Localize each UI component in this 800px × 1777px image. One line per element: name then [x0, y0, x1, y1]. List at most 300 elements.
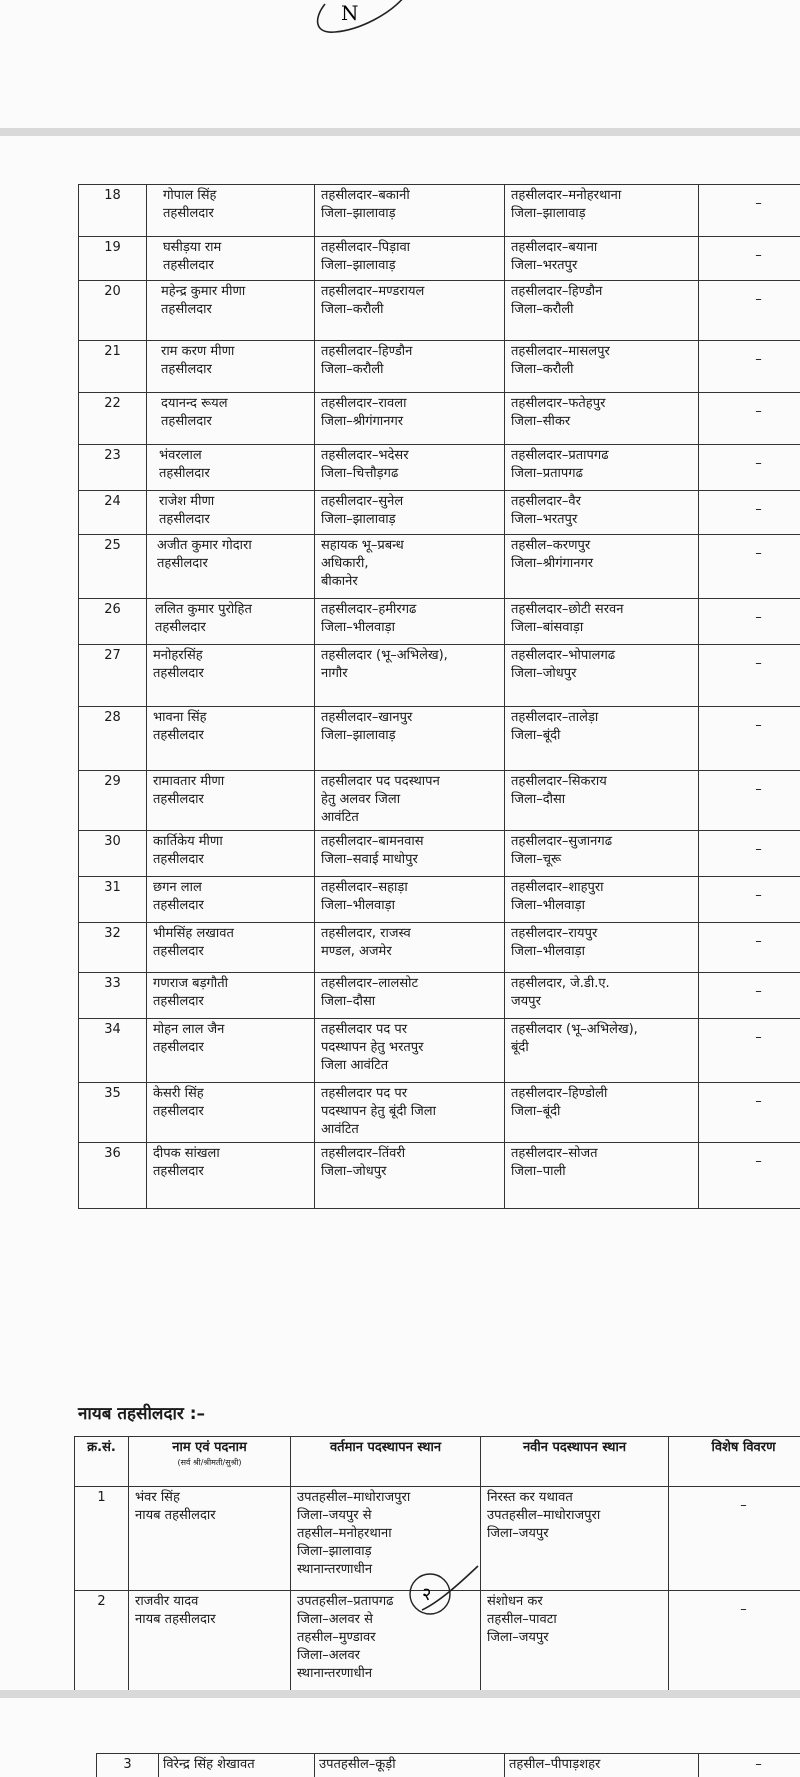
officer-designation: नायब तहसीलदार	[135, 1508, 216, 1523]
new-posting-line: जिला–बूंदी	[511, 1104, 561, 1119]
serial-number: 1	[75, 1487, 129, 1591]
current-posting-line: हेतु अलवर जिला	[321, 792, 401, 807]
current-posting-line: जिला–करौली	[321, 302, 384, 317]
officer-name: कार्तिकेय मीणा	[153, 834, 223, 849]
header-new-posting: नवीन पदस्थापन स्थान	[481, 1437, 669, 1487]
current-posting-line: तहसीलदार–तिंवरी	[321, 1146, 406, 1161]
table-row	[79, 535, 800, 599]
new-posting	[505, 393, 699, 445]
serial-number: 22	[79, 393, 147, 445]
table-row	[79, 237, 800, 281]
new-posting-line: निरस्त कर यथावत	[487, 1490, 573, 1505]
remark	[699, 185, 800, 237]
current-posting-line: नागौर	[321, 666, 348, 681]
current-posting-line: तहसीलदार–बकानी	[321, 188, 410, 203]
officer-name-cell	[147, 1019, 315, 1083]
current-posting	[315, 1083, 505, 1143]
current-posting: उपतहसील–कूड़ी	[315, 1754, 505, 1777]
table-row	[79, 877, 800, 923]
new-posting-line: तहसील–पावटा	[487, 1612, 557, 1627]
current-posting-line: जिला–झालावाड़	[321, 512, 396, 527]
current-posting-line: जिला–जोधपुर	[321, 1164, 387, 1179]
remark-dash: –	[755, 888, 762, 903]
current-posting	[315, 281, 505, 341]
current-posting-line: जिला–चित्तौड़गढ	[321, 466, 399, 481]
remark-dash: –	[755, 1030, 762, 1045]
new-posting-line: जिला–प्रतापगढ	[511, 466, 583, 481]
current-posting-line: अधिकारी,	[321, 556, 369, 571]
current-posting-line: स्थानान्तरणाधीन	[297, 1666, 373, 1681]
officer-designation: तहसीलदार	[153, 1164, 204, 1179]
new-posting-line: तहसीलदार (भू–अभिलेख),	[511, 1022, 638, 1037]
new-posting-line: तहसीलदार–शाहपुरा	[511, 880, 604, 895]
remark-dash: –	[755, 196, 762, 211]
officer-designation: तहसीलदार	[161, 302, 212, 317]
current-posting-line: जिला–अलवर से	[297, 1612, 373, 1627]
new-posting: तहसील–पीपाड़शहर	[505, 1754, 699, 1777]
naib-table-header-row	[75, 1437, 800, 1487]
current-posting-line: जिला–झालावाड़	[321, 206, 396, 221]
table-row	[79, 707, 800, 771]
new-posting	[505, 771, 699, 831]
header-current-posting: वर्तमान पदस्थापन स्थान	[291, 1437, 481, 1487]
new-posting	[505, 877, 699, 923]
current-posting-line: जिला–अलवर	[297, 1648, 360, 1663]
officer-name: अजीत कुमार गोदारा	[157, 538, 252, 553]
officer-name: महेन्द्र कुमार मीणा	[161, 284, 246, 299]
officer-name-cell	[147, 831, 315, 877]
officer-name: घसीड़या राम	[163, 240, 222, 255]
remark-dash: –	[755, 1094, 762, 1109]
serial-number: 32	[79, 923, 147, 973]
new-posting	[505, 341, 699, 393]
officer-name-cell	[147, 491, 315, 535]
remark-dash: –	[755, 502, 762, 517]
new-posting-line: तहसीलदार, जे.डी.ए.	[511, 976, 610, 991]
next-page-table	[96, 1753, 800, 1777]
officer-name-cell	[129, 1487, 291, 1591]
signature-mark-bottom	[404, 1562, 484, 1618]
header-serial-number: क्र.सं.	[75, 1437, 129, 1487]
table-row	[79, 341, 800, 393]
new-posting-line: तहसीलदार–सुजानगढ	[511, 834, 613, 849]
current-posting-line: जिला–सवाई माधोपुर	[321, 852, 418, 867]
officer-designation: तहसीलदार	[153, 852, 204, 867]
serial-number: 34	[79, 1019, 147, 1083]
table-row	[79, 491, 800, 535]
officer-name: दयानन्द रूयल	[161, 396, 228, 411]
remark	[699, 877, 800, 923]
signature-mark-top	[305, 0, 415, 44]
table-row	[79, 393, 800, 445]
officer-name: रामावतार मीणा	[153, 774, 225, 789]
remark	[699, 923, 800, 973]
new-posting-line: तहसीलदार–रायपुर	[511, 926, 598, 941]
remark	[699, 771, 800, 831]
table-row	[79, 973, 800, 1019]
remark	[699, 599, 800, 645]
current-posting	[315, 645, 505, 707]
officer-name-cell	[147, 281, 315, 341]
officer-name-cell	[129, 1591, 291, 1691]
current-posting-line: तहसीलदार–हिण्डौन	[321, 344, 413, 359]
table-row	[79, 923, 800, 973]
current-posting	[315, 599, 505, 645]
officer-designation: नायब तहसीलदार	[135, 1612, 216, 1627]
current-posting-line: तहसीलदार पद पदस्थापन	[321, 774, 440, 789]
officer-name: राजवीर यादव	[135, 1594, 199, 1609]
remark-dash: –	[755, 934, 762, 949]
page-gap	[0, 128, 800, 136]
new-posting-line: जिला–बूंदी	[511, 728, 561, 743]
header-name-designation	[129, 1437, 291, 1487]
remark-dash: –	[755, 248, 762, 263]
new-posting-line: तहसीलदार–प्रतापगढ	[511, 448, 609, 463]
table-row	[97, 1754, 800, 1777]
serial-number: 31	[79, 877, 147, 923]
current-posting-line: पदस्थापन हेतु भरतपुर	[321, 1040, 424, 1055]
officer-name: मोहन लाल जैन	[153, 1022, 225, 1037]
current-posting	[315, 445, 505, 491]
officer-designation: तहसीलदार	[159, 466, 210, 481]
current-posting-line: तहसीलदार (भू–अभिलेख),	[321, 648, 448, 663]
officer-designation: तहसीलदार	[153, 792, 204, 807]
table-row	[79, 831, 800, 877]
current-posting-line: तहसीलदार–सहाड़ा	[321, 880, 408, 895]
remark	[699, 645, 800, 707]
officer-name: भीमसिंह लखावत	[153, 926, 234, 941]
current-posting-line: तहसीलदार–रावला	[321, 396, 407, 411]
new-posting-line: जिला–जोधपुर	[511, 666, 577, 681]
remark-dash: –	[755, 546, 762, 561]
serial-number: 24	[79, 491, 147, 535]
new-posting-line: जिला–सीकर	[511, 414, 571, 429]
current-posting	[315, 707, 505, 771]
table-row	[79, 445, 800, 491]
new-posting-line: जिला–दौसा	[511, 792, 566, 807]
officer-name-cell	[147, 1083, 315, 1143]
new-posting	[505, 445, 699, 491]
officer-designation: तहसीलदार	[153, 994, 204, 1009]
new-posting	[505, 1019, 699, 1083]
remark	[699, 491, 800, 535]
officer-name: दीपक सांखला	[153, 1146, 220, 1161]
remark-dash: –	[755, 782, 762, 797]
header-name-label: नाम एवं पदनाम	[172, 1440, 247, 1455]
new-posting	[505, 185, 699, 237]
current-posting-line: जिला–करौली	[321, 362, 384, 377]
new-posting-line: जिला–भरतपुर	[511, 258, 578, 273]
remark-dash: –	[755, 718, 762, 733]
table-row	[79, 185, 800, 237]
current-posting-line: तहसीलदार–बामनवास	[321, 834, 424, 849]
new-posting-line: तहसीलदार–हिण्डोली	[511, 1086, 608, 1101]
remark	[699, 1143, 800, 1209]
current-posting	[315, 1019, 505, 1083]
current-posting-line: तहसीलदार–पिड़ावा	[321, 240, 411, 255]
officer-designation: तहसीलदार	[161, 362, 212, 377]
officer-name: ललित कुमार पुरोहित	[155, 602, 252, 617]
remark	[669, 1487, 800, 1591]
officer-name-cell	[147, 645, 315, 707]
remark-dash: –	[755, 352, 762, 367]
new-posting-line: तहसीलदार–सोजत	[511, 1146, 598, 1161]
remark	[699, 237, 800, 281]
officer-name-cell	[147, 599, 315, 645]
officer-designation: तहसीलदार	[161, 414, 212, 429]
current-posting	[315, 185, 505, 237]
officer-name-cell	[147, 341, 315, 393]
new-posting-line: तहसीलदार–हिण्डौन	[511, 284, 603, 299]
table-row	[79, 281, 800, 341]
current-posting-line: जिला–दौसा	[321, 994, 376, 1009]
officer-name: राजेश मीणा	[159, 494, 215, 509]
serial-number: 33	[79, 973, 147, 1019]
current-posting-line: सहायक भू–प्रबन्ध	[321, 538, 404, 553]
table-row	[79, 1083, 800, 1143]
current-posting-line: तहसीलदार, राजस्व	[321, 926, 411, 941]
table-row	[79, 645, 800, 707]
current-posting-line: जिला–जयपुर से	[297, 1508, 372, 1523]
current-posting	[315, 341, 505, 393]
new-posting-line: जयपुर	[511, 994, 541, 1009]
header-remarks: विशेष विवरण	[669, 1437, 800, 1487]
officer-name-cell	[147, 445, 315, 491]
officer-name: केसरी सिंह	[153, 1086, 204, 1101]
tehsildar-table-body	[79, 185, 800, 1209]
new-posting	[505, 599, 699, 645]
new-posting-line: जिला–झालावाड़	[511, 206, 586, 221]
remark-dash: –	[755, 1154, 762, 1169]
current-posting-line: जिला–झालावाड़	[321, 728, 396, 743]
current-posting-line: तहसीलदार–सुनेल	[321, 494, 404, 509]
current-posting	[315, 877, 505, 923]
current-posting-line: तहसीलदार–भदेसर	[321, 448, 409, 463]
officer-name: गणराज बड़गौती	[153, 976, 229, 991]
remark-dash: –	[740, 1602, 747, 1617]
new-posting-line: जिला–जयपुर	[487, 1630, 549, 1645]
remark-dash: –	[755, 292, 762, 307]
serial-number: 18	[79, 185, 147, 237]
new-posting-line: जिला–करौली	[511, 302, 574, 317]
current-posting-line: आवंटित	[321, 810, 359, 825]
new-posting-line: तहसीलदार–छोटी सरवन	[511, 602, 624, 617]
new-posting	[505, 535, 699, 599]
officer-name: भावना सिंह	[153, 710, 207, 725]
header-name-subtitle: (सर्व श्री/श्रीमती/सुश्री)	[177, 1458, 242, 1467]
new-posting-line: जिला–श्रीगंगानगर	[511, 556, 594, 571]
new-posting-line: संशोधन कर	[487, 1594, 543, 1609]
current-posting-line: जिला–झालावाड़	[297, 1544, 372, 1559]
page-fragment-next	[0, 1698, 800, 1777]
current-posting-line: जिला आवंटित	[321, 1058, 389, 1073]
remark-dash: –	[755, 404, 762, 419]
officer-designation: तहसीलदार	[153, 1040, 204, 1055]
officer-name-cell	[147, 877, 315, 923]
remark	[699, 1083, 800, 1143]
current-posting	[315, 1143, 505, 1209]
serial-number: 20	[79, 281, 147, 341]
serial-number: 25	[79, 535, 147, 599]
officer-designation: तहसीलदार	[155, 620, 206, 635]
officer-name-cell	[147, 1143, 315, 1209]
new-posting-line: जिला–भीलवाड़ा	[511, 944, 585, 959]
new-posting	[505, 645, 699, 707]
remark	[699, 445, 800, 491]
officer-name: भंवर सिंह	[135, 1490, 180, 1505]
officer-designation: तहसीलदार	[157, 556, 208, 571]
current-posting-line: तहसीलदार–मण्डरायल	[321, 284, 425, 299]
new-posting-line: तहसीलदार–फतेहपुर	[511, 396, 606, 411]
new-posting	[481, 1487, 669, 1591]
current-posting	[315, 973, 505, 1019]
table-row	[79, 771, 800, 831]
serial-number: 26	[79, 599, 147, 645]
remark	[669, 1591, 800, 1691]
svg-text:N: N	[341, 1, 359, 25]
new-posting	[505, 1143, 699, 1209]
new-posting	[481, 1591, 669, 1691]
officer-name-cell	[147, 393, 315, 445]
new-posting-line: जिला–जयपुर	[487, 1526, 549, 1541]
current-posting-line: तहसीलदार–खानपुर	[321, 710, 413, 725]
new-posting-line: तहसीलदार–वैर	[511, 494, 581, 509]
current-posting-line: जिला–झालावाड़	[321, 258, 396, 273]
remark	[699, 281, 800, 341]
new-posting	[505, 707, 699, 771]
current-posting	[315, 923, 505, 973]
officer-designation: तहसीलदार	[163, 258, 214, 273]
current-posting-line: जिला–भीलवाड़ा	[321, 620, 395, 635]
serial-number: 30	[79, 831, 147, 877]
current-posting-line: पदस्थापन हेतु बूंदी जिला	[321, 1104, 436, 1119]
naib-tehsildar-heading: नायब तहसीलदार :–	[78, 1404, 206, 1424]
new-posting	[505, 923, 699, 973]
remark-dash: –	[755, 984, 762, 999]
new-posting-line: तहसीलदार–भोपालगढ	[511, 648, 616, 663]
officer-name-cell	[147, 973, 315, 1019]
officer-name-cell	[147, 185, 315, 237]
remark	[699, 973, 800, 1019]
current-posting-line: तहसील–मनोहरथाना	[297, 1526, 392, 1541]
new-posting-line: तहसीलदार–तालेड़ा	[511, 710, 599, 725]
current-posting-line: मण्डल, अजमेर	[321, 944, 392, 959]
new-posting-line: उपतहसील–माधोराजपुरा	[487, 1508, 601, 1523]
new-posting-line: जिला–बांसवाड़ा	[511, 620, 584, 635]
current-posting-line: तहसीलदार–हमीरगढ	[321, 602, 417, 617]
officer-designation: तहसीलदार	[159, 512, 210, 527]
current-posting-line: तहसीलदार पद पर	[321, 1022, 408, 1037]
serial-number: 35	[79, 1083, 147, 1143]
officer-name: भंवरलाल	[159, 448, 202, 463]
new-posting-line: तहसीलदार–सिकराय	[511, 774, 607, 789]
serial-number: 2	[75, 1591, 129, 1691]
tehsildar-transfer-table	[78, 184, 800, 1209]
officer-name: छगन लाल	[153, 880, 202, 895]
new-posting-line: तहसीलदार–बयाना	[511, 240, 598, 255]
current-posting-line: जिला–भीलवाड़ा	[321, 898, 395, 913]
serial-number: 36	[79, 1143, 147, 1209]
new-posting	[505, 281, 699, 341]
current-posting	[315, 393, 505, 445]
remark-dash: –	[755, 456, 762, 471]
new-posting-line: तहसील–करणपुर	[511, 538, 591, 553]
officer-name: मनोहरसिंह	[153, 648, 203, 663]
new-posting-line: जिला–भरतपुर	[511, 512, 578, 527]
remark	[699, 535, 800, 599]
current-posting-line: तहसीलदार–लालसोट	[321, 976, 419, 991]
new-posting	[505, 973, 699, 1019]
new-posting-line: जिला–भीलवाड़ा	[511, 898, 585, 913]
current-posting	[315, 237, 505, 281]
serial-number: 3	[97, 1754, 159, 1777]
remark-dash: –	[755, 656, 762, 671]
officer-name-cell	[147, 923, 315, 973]
serial-number: 23	[79, 445, 147, 491]
current-posting-line: उपतहसील–माधोराजपुरा	[297, 1490, 411, 1505]
officer-name-cell	[147, 535, 315, 599]
remark-dash: –	[755, 842, 762, 857]
serial-number: 27	[79, 645, 147, 707]
serial-number: 19	[79, 237, 147, 281]
table-row	[79, 1019, 800, 1083]
remark	[699, 393, 800, 445]
remark: –	[699, 1754, 800, 1777]
officer-designation: तहसीलदार	[163, 206, 214, 221]
current-posting-line: बीकानेर	[321, 574, 358, 589]
current-posting	[315, 771, 505, 831]
serial-number: 29	[79, 771, 147, 831]
officer-name-cell	[147, 771, 315, 831]
new-posting	[505, 237, 699, 281]
remark	[699, 341, 800, 393]
officer-designation: तहसीलदार	[153, 666, 204, 681]
current-posting	[315, 535, 505, 599]
table-row	[79, 1143, 800, 1209]
page-main	[0, 136, 800, 1690]
serial-number: 21	[79, 341, 147, 393]
officer-name: विरेन्द्र सिंह शेखावत	[159, 1754, 315, 1777]
remark-dash: –	[740, 1498, 747, 1513]
table-row	[79, 599, 800, 645]
new-posting	[505, 1083, 699, 1143]
remark	[699, 707, 800, 771]
current-posting-line: तहसीलदार पद पर	[321, 1086, 408, 1101]
current-posting-line: उपतहसील–प्रतापगढ	[297, 1594, 394, 1609]
new-posting-line: जिला–पाली	[511, 1164, 566, 1179]
officer-name-cell	[147, 707, 315, 771]
new-posting	[505, 491, 699, 535]
officer-name: गोपाल सिंह	[163, 188, 217, 203]
remark	[699, 831, 800, 877]
current-posting	[315, 831, 505, 877]
current-posting-line: स्थानान्तरणाधीन	[297, 1562, 373, 1577]
current-posting-line: जिला–श्रीगंगानगर	[321, 414, 404, 429]
new-posting-line: जिला–चूरू	[511, 852, 562, 867]
page-fragment-top	[0, 0, 800, 128]
new-posting-line: तहसीलदार–मनोहरथाना	[511, 188, 622, 203]
remark-dash: –	[755, 610, 762, 625]
new-posting-line: तहसीलदार–मासलपुर	[511, 344, 610, 359]
current-posting	[315, 491, 505, 535]
officer-designation: तहसीलदार	[153, 1104, 204, 1119]
serial-number: 28	[79, 707, 147, 771]
officer-name-cell	[147, 237, 315, 281]
officer-designation: तहसीलदार	[153, 944, 204, 959]
current-posting-line: आवंटित	[321, 1122, 359, 1137]
officer-name: राम करण मीणा	[161, 344, 235, 359]
new-posting-line: जिला–करौली	[511, 362, 574, 377]
